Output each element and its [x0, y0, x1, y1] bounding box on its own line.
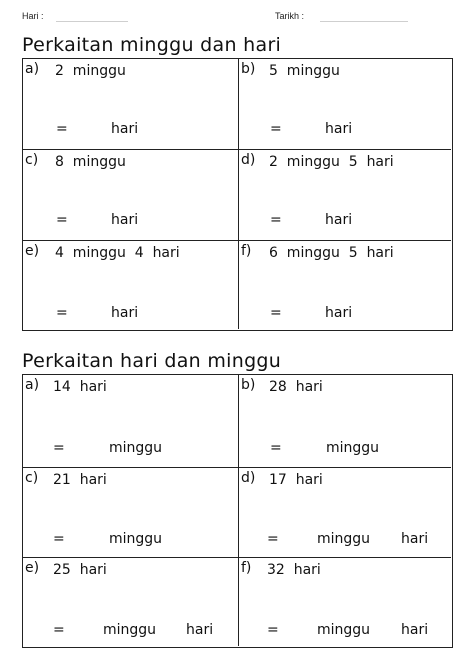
cell-letter: c) — [25, 152, 39, 168]
equals-sign: = — [56, 305, 68, 321]
equals-sign: = — [270, 440, 282, 456]
answer-unit: hari — [325, 121, 353, 137]
section2-title: Perkaitan hari dan minggu — [22, 350, 282, 372]
tarikh-blank — [320, 21, 408, 22]
section2-cell-b — [239, 375, 451, 467]
answer-unit: minggu — [103, 622, 157, 638]
cell-letter: e) — [25, 560, 40, 576]
section1-grid — [22, 58, 453, 331]
equals-sign: = — [267, 531, 279, 547]
cell-question: 21 hari — [53, 472, 107, 488]
equals-sign: = — [270, 121, 282, 137]
section2-cell-a — [23, 375, 239, 467]
section2-cell-f — [239, 557, 451, 646]
cell-letter: d) — [241, 470, 256, 486]
cell-letter: c) — [25, 470, 39, 486]
section2-grid — [22, 374, 453, 648]
cell-question: 32 hari — [267, 562, 321, 578]
answer-unit-2: hari — [186, 622, 214, 638]
cell-letter: e) — [25, 243, 40, 259]
section1-cell-a — [23, 59, 239, 149]
cell-question: 6 minggu 5 hari — [269, 245, 394, 261]
section2-cell-c — [23, 467, 239, 557]
cell-letter: b) — [241, 377, 256, 393]
cell-question: 2 minggu — [55, 63, 126, 79]
cell-letter: a) — [25, 61, 40, 77]
cell-question: 14 hari — [53, 379, 107, 395]
cell-question: 4 minggu 4 hari — [55, 245, 180, 261]
section1-cell-b — [239, 59, 451, 149]
section1-cell-f — [239, 240, 451, 329]
answer-unit: minggu — [317, 531, 371, 547]
section1-cell-e — [23, 240, 239, 329]
tarikh-label: Tarikh : — [275, 11, 305, 21]
equals-sign: = — [53, 622, 65, 638]
cell-letter: b) — [241, 61, 256, 77]
answer-unit: hari — [325, 305, 353, 321]
cell-letter: d) — [241, 152, 256, 168]
answer-unit: minggu — [326, 440, 380, 456]
answer-unit-2: hari — [401, 531, 429, 547]
equals-sign: = — [53, 531, 65, 547]
hari-label: Hari : — [22, 11, 44, 21]
section2-cell-d — [239, 467, 451, 557]
equals-sign: = — [56, 121, 68, 137]
answer-unit: hari — [111, 305, 139, 321]
answer-unit: minggu — [109, 531, 163, 547]
cell-letter: f) — [241, 560, 252, 576]
answer-unit: hari — [111, 121, 139, 137]
equals-sign: = — [267, 622, 279, 638]
cell-question: 2 minggu 5 hari — [269, 154, 394, 170]
cell-question: 17 hari — [269, 472, 323, 488]
equals-sign: = — [270, 212, 282, 228]
answer-unit: hari — [325, 212, 353, 228]
cell-letter: a) — [25, 377, 40, 393]
answer-unit-2: hari — [401, 622, 429, 638]
section1-cell-d — [239, 149, 451, 240]
cell-question: 5 minggu — [269, 63, 340, 79]
answer-unit: minggu — [317, 622, 371, 638]
section1-cell-c — [23, 149, 239, 240]
equals-sign: = — [53, 440, 65, 456]
cell-question: 8 minggu — [55, 154, 126, 170]
equals-sign: = — [56, 212, 68, 228]
cell-letter: f) — [241, 243, 252, 259]
hari-blank — [56, 21, 128, 22]
answer-unit: hari — [111, 212, 139, 228]
cell-question: 25 hari — [53, 562, 107, 578]
section2-cell-e — [23, 557, 239, 646]
section1-title: Perkaitan minggu dan hari — [22, 34, 282, 56]
cell-question: 28 hari — [269, 379, 323, 395]
equals-sign: = — [270, 305, 282, 321]
answer-unit: minggu — [109, 440, 163, 456]
